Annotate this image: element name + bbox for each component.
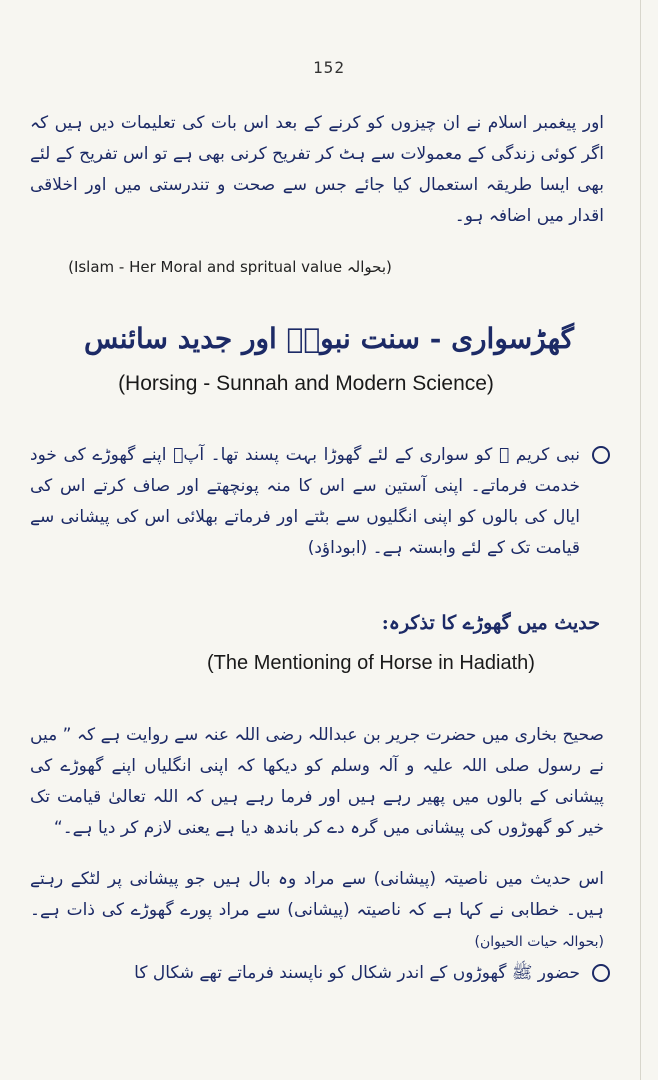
page-edge: [640, 0, 641, 1080]
bullet-item: [30, 958, 610, 989]
bullet-text: حضور ﷺ گھوڑوں کے اندر شکال کو ناپسند فرماتے تھے شکال کا: [134, 963, 580, 983]
explanation-citation: (بحوالہ حیات الحیوان): [474, 934, 604, 950]
page-number: 152: [313, 58, 345, 77]
explanation-paragraph: [30, 864, 604, 958]
intro-paragraph: اور پیغمبر اسلام نے ان چیزوں کو کرنے کے بعد اس بات کی تعلیمات دیں ہیں کہ اگر کوئی زندگی کے معمولات سے ہٹ کر تفریح کرنی بھی ہے تو اس تفریح کے لئے بھی ایسا طریقہ استعمال کیا جائے جس سے صحت و تندرستی میں اور اخلاقی اقدار میں اضافہ ہو۔: [30, 113, 604, 226]
bullet-text: نبی کریم ﷺ کو سواری کے لئے گھوڑا بہت پسند تھا۔ آپؐ اپنے گھوڑے کی خود خدمت فرماتے۔ اپنی آستین سے اس کا منہ پونچھتے اور صاف کرتے اس کی ایال کی بالوں کو اپنی انگلیوں سے بٹتے اور فرماتے بھلائی اس کی پیشانی سے قیامت تک کے لئے وابستہ ہے۔ (ابوداؤد): [30, 445, 580, 558]
bullet-item: [30, 440, 610, 564]
intro-citation: (Islam - Her Moral and spritual value بحوالہ): [68, 258, 392, 276]
section2-heading-english: (The Mentioning of Horse in Hadiath): [207, 652, 535, 674]
section1-heading-urdu: گھڑسواری - سنت نبویؐ اور جدید سائنس: [84, 322, 574, 355]
circle-bullet-icon: [592, 446, 610, 464]
hadith-paragraph: صحیح بخاری میں حضرت جریر بن عبداللہ رضی اللہ عنہ سے روایت ہے کہ ” میں نے رسول صلی اللہ علیہ و آلہ وسلم کو دیکھا کہ اپنی انگلیاں اپنے گھوڑے کی پیشانی کے بالوں میں پھیر رہے ہیں اور فرما رہے ہیں کہ اللہ تعالیٰ قیامت تک خیر کو گھوڑوں کی پیشانی میں گرہ دے کر باندھ دیا ہے یعنی لازم کر دیا ہے۔“: [30, 725, 604, 838]
circle-bullet-icon: [592, 964, 610, 982]
section1-heading-english: (Horsing - Sunnah and Modern Science): [118, 372, 494, 395]
section2-heading-urdu: حدیث میں گھوڑے کا تذکرہ:: [381, 612, 600, 634]
explanation-text: اس حدیث میں ناصیتہ (پیشانی) سے مراد وہ بال ہیں جو پیشانی پر لٹکے رہتے ہیں۔ خطابی نے کہا ہے کہ ناصیتہ (پیشانی) سے مراد پورے گھوڑے کی ذات ہے۔: [30, 869, 604, 920]
